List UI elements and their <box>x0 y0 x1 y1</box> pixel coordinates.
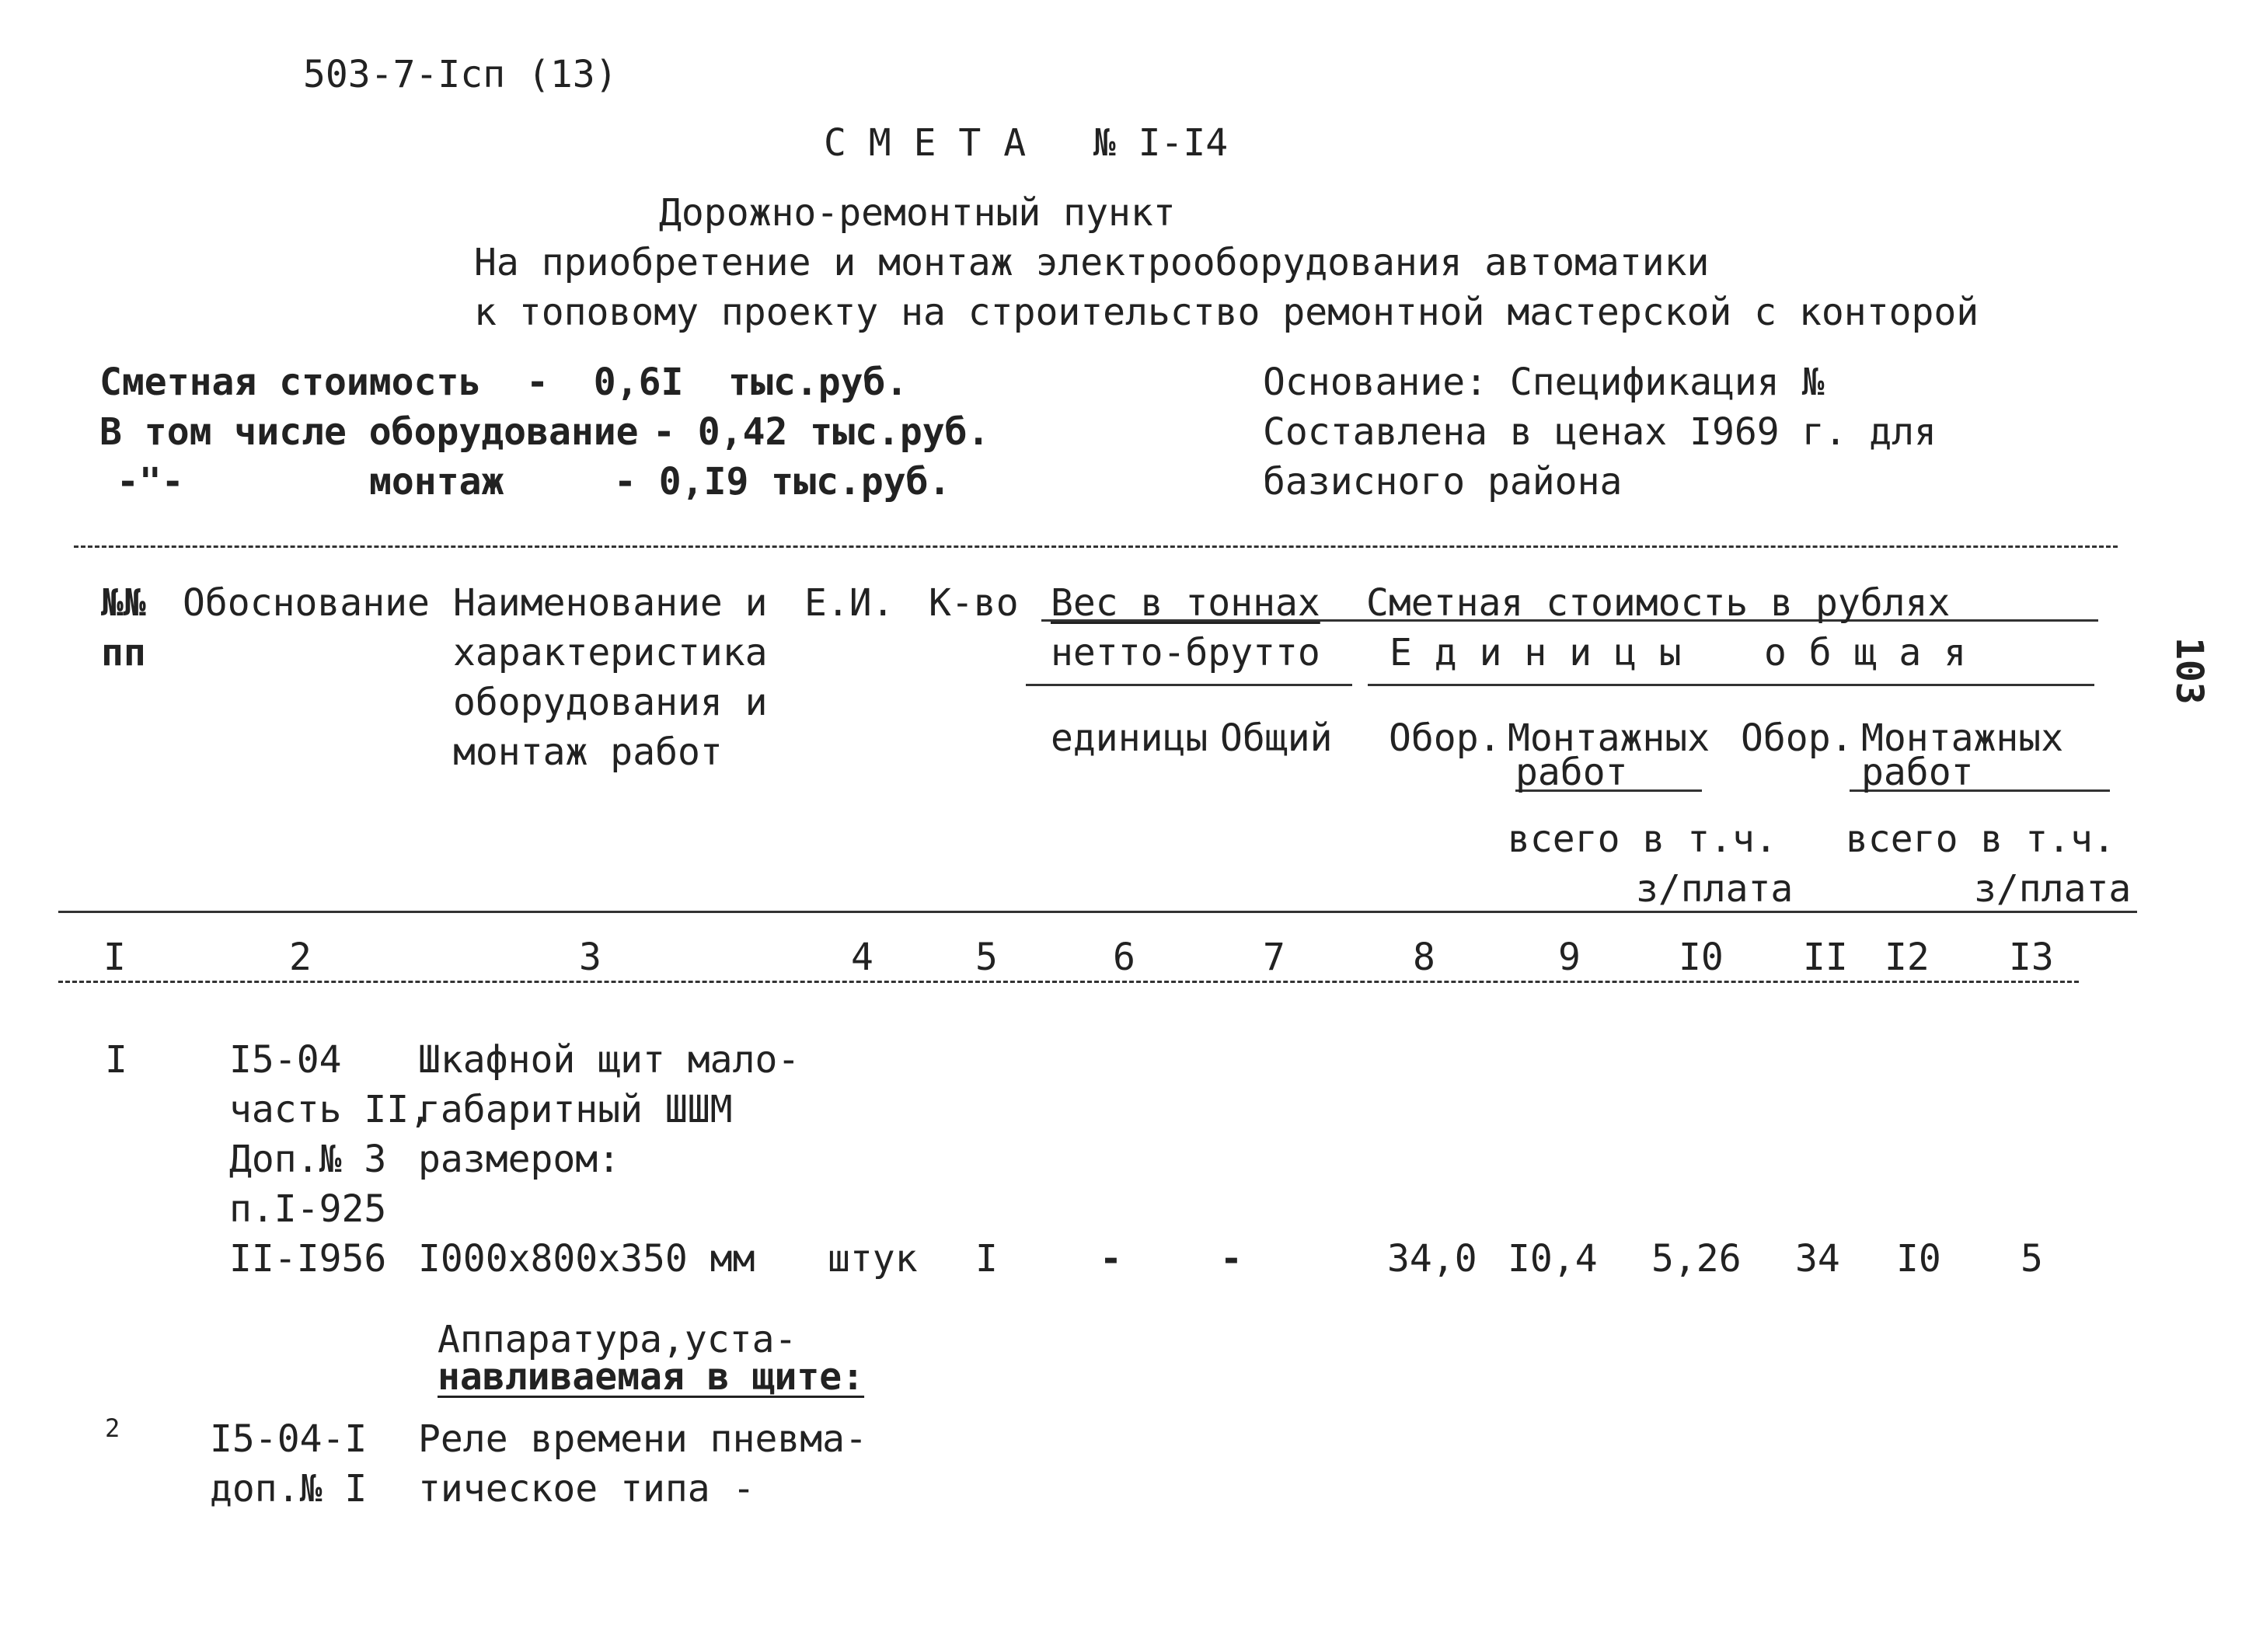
row1-col9: I0,4 <box>1508 1237 1598 1281</box>
col-number-11: II <box>1803 936 1848 979</box>
col-number-1: I <box>103 936 126 979</box>
row1-col13: 5 <box>2021 1237 2043 1281</box>
header-cost: Сметная стоимость в рублях <box>1366 581 1951 625</box>
page-number: 103 <box>2167 637 2211 705</box>
row1-col12: I0 <box>1896 1237 1941 1281</box>
estimated-cost: Сметная стоимость - 0,6I тыс.руб. <box>99 361 908 404</box>
col-number-3: 3 <box>579 936 601 979</box>
equipment-cost-label: В том числе оборудование <box>99 410 639 454</box>
col-number-2: 2 <box>289 936 312 979</box>
row2-num: 2 <box>105 1413 120 1443</box>
header-mount-2b: работ <box>1861 751 1974 794</box>
header-bottom-rule <box>58 911 2137 913</box>
row1-name-3: размером: <box>418 1138 621 1181</box>
row1-qty: I <box>975 1237 998 1281</box>
header-mount-2a: Монтажных <box>1861 716 2064 760</box>
header-equip-2: Обор. <box>1741 716 1853 760</box>
table-top-rule <box>74 545 2118 548</box>
col-number-6: 6 <box>1113 936 1135 979</box>
row1-basis-4: п.I-925 <box>229 1187 387 1231</box>
header-name-3: оборудования и <box>453 681 768 724</box>
row2-basis-1: I5-04-I <box>210 1417 368 1461</box>
subtitle-line-3: к топовому проекту на строительство ремонтной мастерской с конторой <box>474 291 1979 334</box>
cost-sub-rule <box>1368 684 2094 686</box>
header-num-1: №№ <box>101 581 146 625</box>
col-number-8: 8 <box>1413 936 1435 979</box>
header-mount-1b: работ <box>1515 751 1628 794</box>
col-number-5: 5 <box>975 936 998 979</box>
col-number-13: I3 <box>2009 936 2054 979</box>
col-numbers-rule <box>58 981 2079 983</box>
ditto-mark: -"- <box>117 460 184 504</box>
row1-col8: 34,0 <box>1387 1237 1477 1281</box>
col-number-10: I0 <box>1679 936 1724 979</box>
row1-basis-5: II-I956 <box>229 1237 387 1281</box>
row1-name-1: Шкафной щит мало- <box>418 1038 800 1082</box>
header-weight: Вес в тоннах <box>1051 581 1320 625</box>
row1-col11: 34 <box>1795 1237 1840 1281</box>
header-name-4: монтаж работ <box>453 730 723 774</box>
basis-line-2: Составлена в ценах I969 г. для <box>1263 410 1937 454</box>
row2-basis-2: доп.№ I <box>210 1467 368 1511</box>
header-basis: Обоснование <box>183 581 430 625</box>
col-number-7: 7 <box>1263 936 1285 979</box>
row1-name-4: I000x800x350 мм <box>418 1237 755 1281</box>
header-mount-1a: Монтажных <box>1508 716 1710 760</box>
row1-num: I <box>105 1038 127 1082</box>
mounting-cost-value: - 0,I9 тыс.руб. <box>614 460 951 504</box>
equipment-cost-value: - 0,42 тыс.руб. <box>653 410 990 454</box>
header-unit: Е.И. <box>804 581 894 625</box>
row1-name-2: габаритный ШШМ <box>418 1088 733 1131</box>
col-number-4: 4 <box>851 936 873 979</box>
row1-basis-3: Доп.№ 3 <box>229 1138 387 1181</box>
header-name-1: Наименование и <box>453 581 768 625</box>
row1-weight-total: - <box>1220 1237 1243 1281</box>
row2-name-1: Реле времени пневма- <box>418 1417 867 1461</box>
row1-basis-2: часть II, <box>229 1088 432 1131</box>
row1-col10: 5,26 <box>1651 1237 1742 1281</box>
header-cost-total: о б щ а я <box>1764 631 1967 674</box>
header-num-2: пп <box>101 631 146 674</box>
header-all-2: всего в т.ч. <box>1846 817 2115 861</box>
header-weight-unit: единицы <box>1051 716 1208 760</box>
col-number-12: I2 <box>1885 936 1930 979</box>
row1-basis-1: I5-04 <box>229 1038 342 1082</box>
header-wage-1: з/плата <box>1636 867 1794 911</box>
document-code: 503-7-Iсп (13) <box>303 53 618 96</box>
header-name-2: характеристика <box>453 631 768 674</box>
header-wage-2: з/плата <box>1974 867 2132 911</box>
header-all-1: всего в т.ч. <box>1508 817 1777 861</box>
weight-sub-rule <box>1026 684 1352 686</box>
section-title-2: навливаемая в щите: <box>438 1355 865 1399</box>
basis-line-3: базисного района <box>1263 460 1623 504</box>
header-cost-unit: Е д и н и ц ы <box>1389 631 1682 674</box>
subtitle-line-2: На приобретение и монтаж электрооборудования автоматики <box>474 241 1710 284</box>
header-weight-total: Общий <box>1220 716 1333 760</box>
basis-line-1: Основание: Спецификация № <box>1263 361 1825 404</box>
subtitle-line-1: Дорожно-ремонтный пункт <box>659 191 1176 235</box>
header-equip-1: Обор. <box>1389 716 1501 760</box>
row1-unit: штук <box>828 1237 918 1281</box>
document-title: С М Е Т А № I-I4 <box>824 121 1229 165</box>
col-number-9: 9 <box>1558 936 1581 979</box>
header-weight-sub: нетто-брутто <box>1051 631 1320 674</box>
header-qty: К-во <box>929 581 1019 625</box>
mounting-cost-label: монтаж <box>369 460 504 504</box>
row1-weight-unit: - <box>1100 1237 1122 1281</box>
section-title-1: Аппаратура,уста- <box>438 1318 797 1361</box>
row2-name-2: тическое типа - <box>418 1467 755 1511</box>
